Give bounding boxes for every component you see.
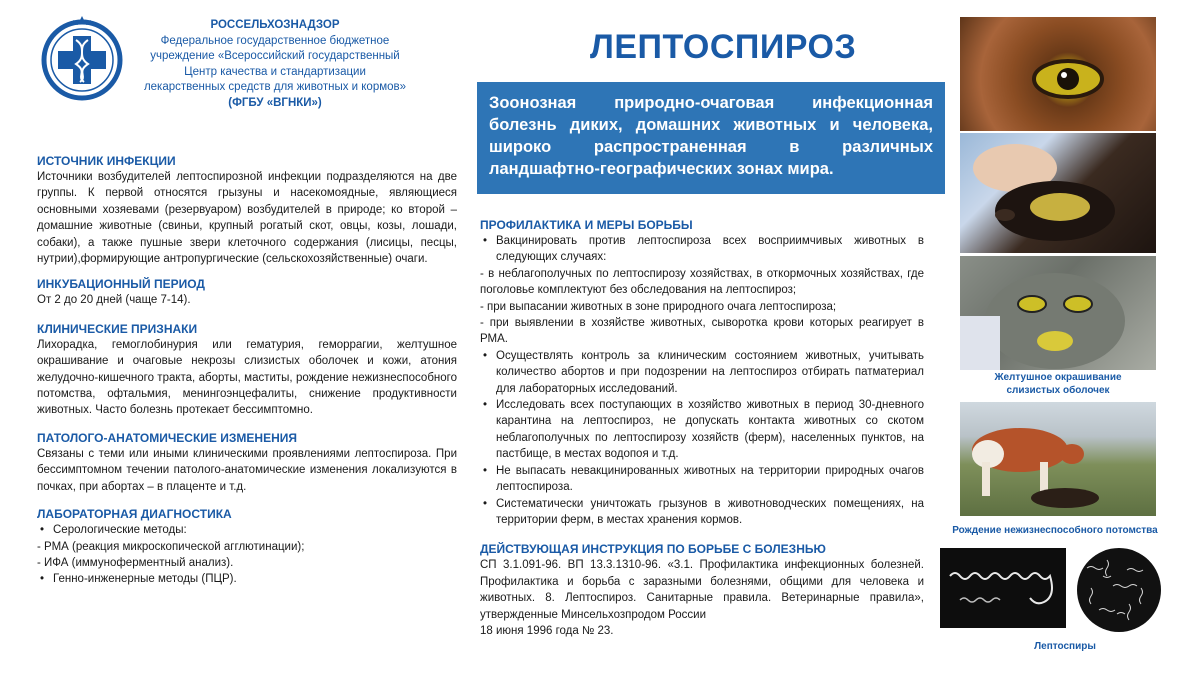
list-item: • Серологические методы:	[37, 522, 457, 538]
list-item: - при выявлении в хозяйстве животных, сыворотка крови которых реагирует в РМА.	[480, 317, 924, 346]
org-abbr: (ФГБУ «ВГНКИ»)	[228, 96, 322, 109]
dog-mouth-photo	[960, 133, 1156, 253]
list-item: • Осуществлять контроль за клиническим состоянием животных, учитывать количество абортов и при подозрении на лептоспироз отбирать патматериал для лабораторных исследований.	[480, 348, 924, 397]
clinical-text: Лихорадка, гемоглобинурия или гематурия, геморрагии, желтушное окрашивание и очаговые некрозы слизистых оболочек и кожи, атония желудочно-кишечного тракта, аборты, маститы, рождение нежизнеспособного потомства, офтальмия, менингоэнцефалиты, снижение продуктивности животных. Часто болезнь протекает бессимптомно.	[37, 338, 457, 417]
clinical-heading: КЛИНИЧЕСКИЕ ПРИЗНАКИ	[37, 321, 198, 336]
list-item: • Исследовать всех поступающих в хозяйство животных в период 30-дневного карантина на лептоспироз, не допускать контакта животных со скотом неблагополучных по лептоспирозу хозяйств (ферм), населенных пунктов, на пастбище, в местах водопоя и т.д.	[480, 397, 924, 463]
prevention-list	[480, 233, 924, 528]
lab-heading: ЛАБОРАТОРНАЯ ДИАГНОСТИКА	[37, 507, 232, 522]
definition-box: Зоонозная природно-очаговая инфекционная болезнь диких, домашних животных и человека, широко распространенная в различных ландшафтно-географических зонах мира.	[477, 82, 945, 194]
offspring-caption: Рождение нежизнеспособного потомства	[952, 525, 1158, 536]
org-line: Центр качества и стандартизации	[184, 65, 366, 78]
list-item: • Генно-инженерные методы (ПЦР).	[37, 571, 457, 587]
leptospira-darkfield	[1077, 548, 1161, 632]
middle-column	[480, 218, 924, 639]
list-item: • Систематически уничтожать грызунов в животноводческих помещениях, на территории ферм, в местах хранения кормов.	[480, 496, 924, 529]
page-title: ЛЕПТОСПИРОЗ	[590, 28, 857, 66]
cow-photo	[960, 402, 1156, 516]
list-item: • Не выпасать невакцинированных животных на территории природных очагов лептоспироза.	[480, 463, 924, 496]
instruction-heading: ДЕЙСТВУЮЩАЯ ИНСТРУКЦИЯ ПО БОРЬБЕ С БОЛЕЗНЬЮ	[480, 542, 826, 557]
org-line: Федеральное государственное бюджетное	[160, 34, 390, 47]
source-text: Источники возбудителей лептоспирозной инфекции подразделяются на две группы. К первой относятся грызуны и насекомоядные, являющиеся основными хозяевами (резервуаром) возбудителей в природе; ко второй – домашние животные (свиньи, крупный рогатый скот, овцы, козы, лошади, собаки), а также пушные звери клеточного содержания (лисицы, песцы, нутрии),формирующие антропургические (сельскохозяйственные) очаги.	[37, 171, 457, 266]
org-line: лекарственных средств для животных и кормов»	[143, 81, 407, 93]
list-item: - РМА (реакция микроскопической агглютинации);	[37, 540, 305, 553]
incubation-text: От 2 до 20 дней (чаще 7-14).	[37, 294, 191, 307]
list-item: • Вакцинировать против лептоспироза всех восприимчивых животных в следующих случаях:	[480, 233, 924, 266]
vgnki-logo	[38, 14, 126, 102]
cat-photo	[960, 256, 1156, 370]
list-item: - при выпасании животных в зоне природного очага лептоспироза;	[480, 300, 837, 313]
lab-list	[37, 522, 457, 588]
pathology-heading: ПАТОЛОГО-АНАТОМИЧЕСКИЕ ИЗМЕНЕНИЯ	[37, 430, 297, 445]
leptospira-micrograph	[940, 548, 1066, 628]
instruction-date: 18 июня 1996 года № 23.	[480, 624, 614, 637]
list-item: - ИФА (иммуноферментный анализ).	[37, 556, 234, 569]
org-name: РОССЕЛЬХОЗНАДЗОР	[210, 19, 340, 31]
leptospira-caption: Лептоспиры	[1034, 641, 1096, 652]
instruction-text: СП 3.1.091-96. ВП 13.3.1310-96. «3.1. Профилактика инфекционных болезней. Профилактика и борьба с заразными болезнями, общими для человека и животных. 8. Лептоспироз. Санитарные правила. Ветеринарные правила», утвержденные Минсельхозпродом России	[480, 559, 924, 621]
dog-eye-photo	[960, 17, 1156, 131]
pathology-text: Связаны с теми или иными клиническими проявлениями лептоспироза. При бессимптомном течении патолого-анатомические изменения локализуются в почках, при абортах – в плаценте и т.д.	[37, 447, 457, 493]
jaundice-caption: Желтушное окрашивание слизистых оболочек	[994, 372, 1122, 396]
prevention-heading: ПРОФИЛАКТИКА И МЕРЫ БОРЬБЫ	[480, 218, 693, 232]
list-item: - в неблагополучных по лептоспирозу хозяйствах, в откормочных хозяйствах, где поголовье комплектуют без обследования на лептоспироз;	[480, 267, 924, 297]
org-line: учреждение «Всероссийский государственный	[150, 50, 400, 62]
left-column	[37, 154, 457, 588]
source-heading: ИСТОЧНИК ИНФЕКЦИИ	[37, 154, 176, 168]
incubation-heading: ИНКУБАЦИОННЫЙ ПЕРИОД	[37, 277, 205, 292]
org-header	[130, 18, 420, 111]
